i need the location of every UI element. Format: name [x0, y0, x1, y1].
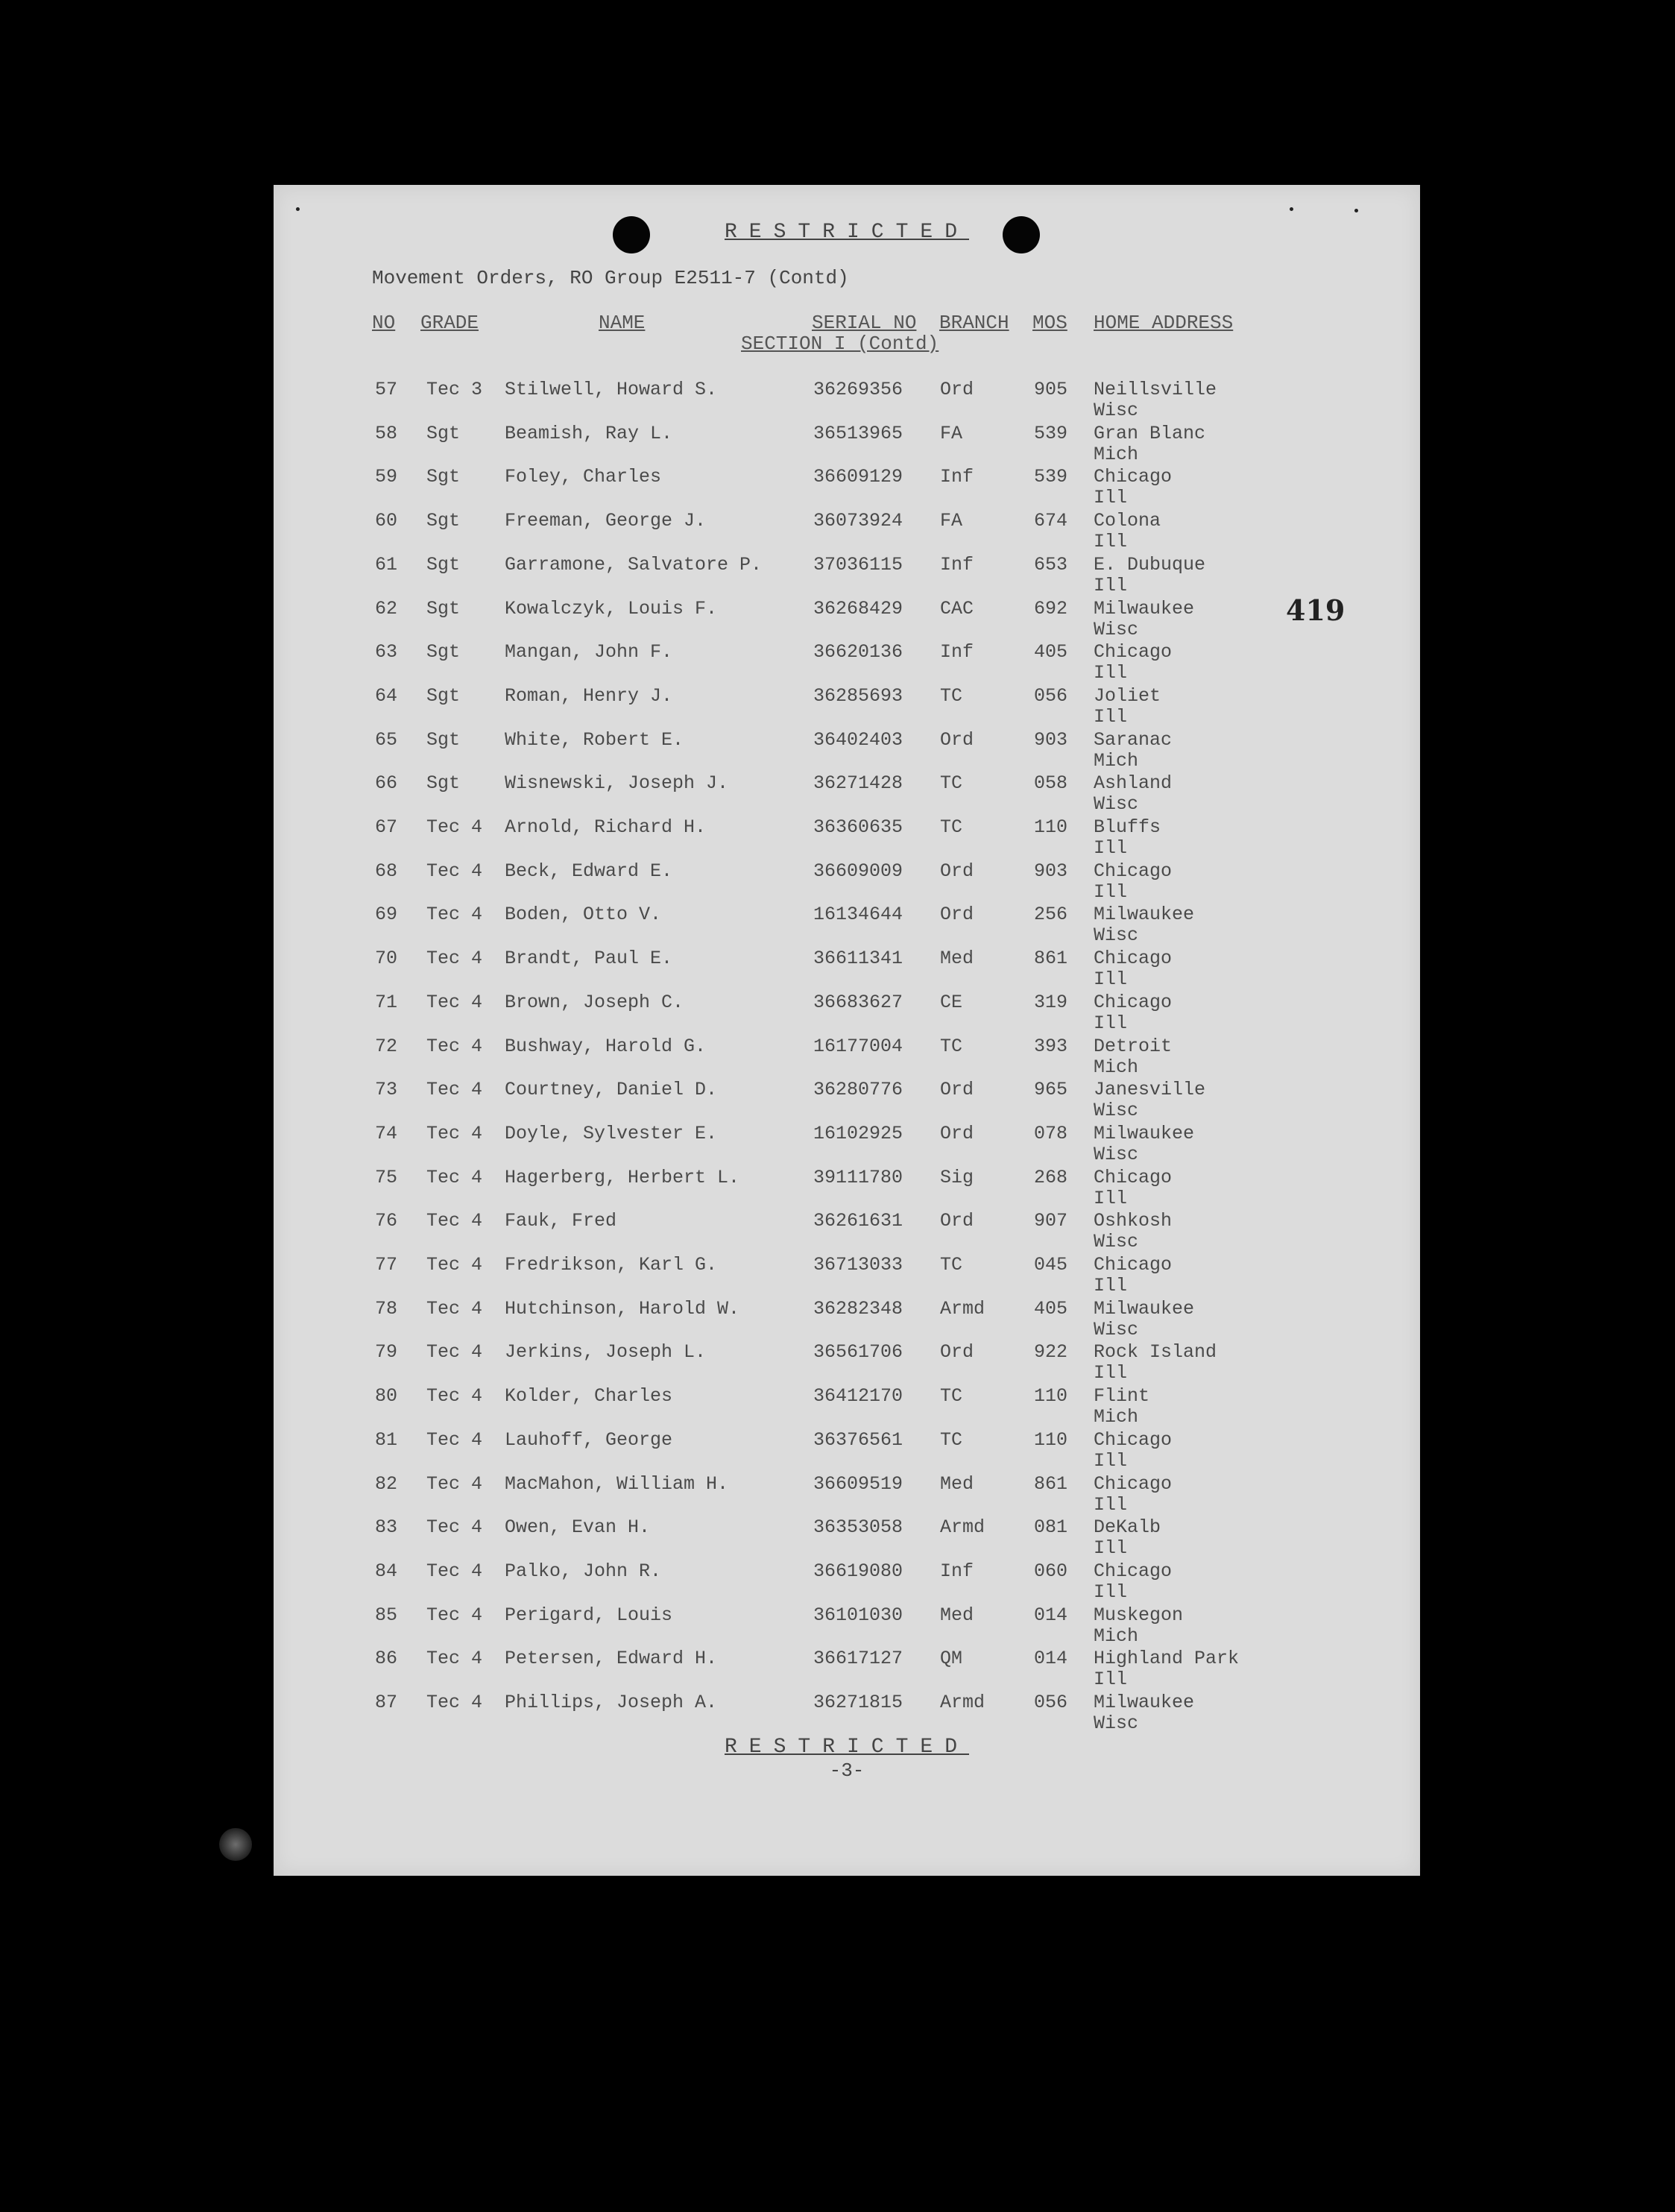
row-name: Roman, Henry J. [505, 684, 673, 707]
table-row [274, 1123, 1420, 1166]
row-name: White, Robert E. [505, 728, 684, 751]
row-home-city: Milwaukee [1094, 904, 1195, 926]
row-home-city: Chicago [1094, 948, 1173, 970]
table-row [274, 729, 1420, 772]
column-header-serial: SERIAL NO [812, 312, 917, 334]
row-branch: Ord [940, 1079, 974, 1101]
table-row [274, 904, 1420, 947]
row-home-state: Ill [1094, 968, 1128, 991]
row-home-state: Ill [1094, 1012, 1128, 1034]
row-number: 80 [375, 1385, 398, 1408]
row-branch: Med [940, 1604, 974, 1626]
row-mos: 861 [1034, 1472, 1068, 1495]
row-mos: 110 [1034, 1385, 1068, 1408]
row-grade: Tec 4 [426, 904, 483, 926]
classification-footer: RESTRICTED [724, 1736, 970, 1759]
row-number: 85 [375, 1604, 398, 1626]
row-mos: 692 [1034, 597, 1068, 620]
table-row [274, 1079, 1420, 1122]
row-home-state: Mich [1094, 1056, 1139, 1078]
row-serial-number: 36412170 [813, 1385, 903, 1408]
row-branch: FA [940, 422, 963, 444]
row-number: 74 [375, 1122, 398, 1144]
row-serial-number: 36268429 [813, 597, 903, 620]
row-home-city: Chicago [1094, 1560, 1173, 1582]
row-home-city: Highland Park [1094, 1648, 1240, 1670]
section-heading: SECTION I (Contd) [741, 333, 939, 355]
row-branch: CE [940, 991, 963, 1013]
row-mos: 078 [1034, 1122, 1068, 1144]
table-row [274, 948, 1420, 991]
table-row [274, 1254, 1420, 1297]
row-grade: Tec 4 [426, 1692, 483, 1713]
row-name: Jerkins, Joseph L. [505, 1341, 707, 1364]
row-grade: Sgt [426, 772, 461, 795]
row-serial-number: 39111780 [813, 1166, 903, 1188]
row-mos: 907 [1034, 1210, 1068, 1232]
row-serial-number: 36617127 [813, 1648, 903, 1670]
row-home-city: Muskegon [1094, 1604, 1184, 1626]
row-number: 78 [375, 1297, 398, 1320]
table-row [274, 1692, 1420, 1735]
row-serial-number: 36561706 [813, 1341, 903, 1364]
row-branch: FA [940, 510, 963, 532]
row-home-city: Janesville [1094, 1079, 1206, 1101]
row-name: Beamish, Ray L. [505, 422, 673, 444]
row-home-city: Chicago [1094, 1166, 1173, 1188]
row-branch: Armd [940, 1297, 985, 1320]
row-serial-number: 36353058 [813, 1516, 903, 1539]
row-serial-number: 36609129 [813, 466, 903, 488]
row-branch: CAC [940, 597, 974, 620]
row-name: Owen, Evan H. [505, 1516, 651, 1539]
row-name: Boden, Otto V. [505, 904, 662, 926]
row-name: Palko, John R. [505, 1560, 662, 1582]
column-header-mos: MOS [1032, 312, 1067, 334]
row-number: 64 [375, 684, 398, 707]
row-serial-number: 36609519 [813, 1472, 903, 1495]
row-mos: 319 [1034, 991, 1068, 1013]
row-grade: Tec 4 [426, 1297, 483, 1320]
row-name: Fauk, Fred [505, 1210, 617, 1232]
column-header-no: NO [372, 312, 396, 334]
row-serial-number: 36261631 [813, 1210, 903, 1232]
row-name: Beck, Edward E. [505, 860, 673, 882]
row-home-state: Wisc [1094, 400, 1139, 421]
row-name: Kolder, Charles [505, 1385, 673, 1408]
row-serial-number: 16134644 [813, 904, 903, 926]
row-home-city: Milwaukee [1094, 1122, 1195, 1144]
row-mos: 110 [1034, 1428, 1068, 1451]
row-grade: Tec 4 [426, 1604, 483, 1626]
row-number: 63 [375, 641, 398, 664]
table-row [274, 1385, 1420, 1428]
row-home-state: Wisc [1094, 1712, 1139, 1734]
table-row [274, 1516, 1420, 1560]
row-mos: 539 [1034, 422, 1068, 444]
row-home-city: E. Dubuque [1094, 553, 1206, 576]
row-home-state: Ill [1094, 880, 1128, 903]
row-home-city: Rock Island [1094, 1341, 1217, 1364]
row-grade: Tec 4 [426, 1122, 483, 1144]
row-branch: Ord [940, 728, 974, 751]
row-mos: 014 [1034, 1604, 1068, 1626]
row-name: Perigard, Louis [505, 1604, 673, 1626]
row-home-state: Ill [1094, 837, 1128, 859]
table-row [274, 1604, 1420, 1648]
row-mos: 056 [1034, 1692, 1068, 1713]
row-mos: 056 [1034, 684, 1068, 707]
stamped-page-number: 419 [1286, 593, 1346, 627]
row-grade: Sgt [426, 466, 461, 488]
row-branch: QM [940, 1648, 963, 1670]
row-serial-number: 36271815 [813, 1692, 903, 1713]
row-serial-number: 16177004 [813, 1035, 903, 1057]
row-home-state: Wisc [1094, 1318, 1139, 1340]
row-home-city: Bluffs [1094, 816, 1161, 838]
row-number: 81 [375, 1428, 398, 1451]
row-mos: 922 [1034, 1341, 1068, 1364]
row-branch: Ord [940, 1341, 974, 1364]
row-serial-number: 36609009 [813, 860, 903, 882]
row-home-state: Mich [1094, 749, 1139, 772]
row-grade: Sgt [426, 510, 461, 532]
row-name: Brown, Joseph C. [505, 991, 684, 1013]
row-name: Doyle, Sylvester E. [505, 1122, 718, 1144]
row-mos: 256 [1034, 904, 1068, 926]
row-mos: 045 [1034, 1254, 1068, 1276]
row-home-state: Ill [1094, 1449, 1128, 1472]
row-branch: TC [940, 1385, 963, 1408]
row-branch: Med [940, 948, 974, 970]
row-mos: 014 [1034, 1648, 1068, 1670]
row-grade: Tec 4 [426, 1516, 483, 1539]
row-name: Stilwell, Howard S. [505, 379, 718, 400]
row-grade: Tec 4 [426, 1648, 483, 1670]
row-name: Hagerberg, Herbert L. [505, 1166, 740, 1188]
row-serial-number: 36285693 [813, 684, 903, 707]
row-home-state: Ill [1094, 1537, 1128, 1560]
row-branch: Armd [940, 1516, 985, 1539]
table-row [274, 685, 1420, 728]
row-home-city: Chicago [1094, 1428, 1173, 1451]
row-branch: TC [940, 684, 963, 707]
row-serial-number: 36683627 [813, 991, 903, 1013]
row-serial-number: 36611341 [813, 948, 903, 970]
row-home-state: Wisc [1094, 1231, 1139, 1253]
row-number: 57 [375, 379, 398, 400]
row-name: Bushway, Harold G. [505, 1035, 707, 1057]
row-grade: Tec 4 [426, 1341, 483, 1364]
row-number: 86 [375, 1648, 398, 1670]
row-name: MacMahon, William H. [505, 1472, 729, 1495]
row-home-city: Saranac [1094, 728, 1173, 751]
row-grade: Tec 4 [426, 1079, 483, 1101]
table-row [274, 1560, 1420, 1604]
row-serial-number: 36280776 [813, 1079, 903, 1101]
row-serial-number: 36360635 [813, 816, 903, 838]
row-number: 82 [375, 1472, 398, 1495]
row-grade: Sgt [426, 597, 461, 620]
row-home-city: Milwaukee [1094, 597, 1195, 620]
page-number: -3- [829, 1759, 865, 1782]
column-header-name: NAME [599, 312, 646, 334]
row-serial-number: 36282348 [813, 1297, 903, 1320]
row-number: 66 [375, 772, 398, 795]
row-mos: 081 [1034, 1516, 1068, 1539]
row-mos: 903 [1034, 728, 1068, 751]
row-number: 59 [375, 466, 398, 488]
document-page [274, 185, 1420, 1876]
row-branch: TC [940, 1254, 963, 1276]
table-row [274, 1298, 1420, 1341]
row-number: 61 [375, 553, 398, 576]
row-home-state: Wisc [1094, 1143, 1139, 1165]
row-home-state: Ill [1094, 574, 1128, 596]
row-number: 60 [375, 510, 398, 532]
row-name: Hutchinson, Harold W. [505, 1297, 740, 1320]
row-name: Courtney, Daniel D. [505, 1079, 718, 1101]
row-mos: 653 [1034, 553, 1068, 576]
row-home-city: Milwaukee [1094, 1692, 1195, 1713]
row-grade: Tec 4 [426, 1385, 483, 1408]
row-branch: Inf [940, 553, 974, 576]
row-grade: Tec 4 [426, 948, 483, 970]
row-branch: Inf [940, 641, 974, 664]
row-home-state: Ill [1094, 1362, 1128, 1384]
row-number: 68 [375, 860, 398, 882]
row-mos: 965 [1034, 1079, 1068, 1101]
row-number: 87 [375, 1692, 398, 1713]
row-name: Wisnewski, Joseph J. [505, 772, 729, 795]
row-serial-number: 16102925 [813, 1122, 903, 1144]
row-home-city: Ashland [1094, 772, 1173, 795]
row-number: 77 [375, 1254, 398, 1276]
table-row [274, 816, 1420, 860]
roster-table [274, 185, 1420, 1876]
row-grade: Tec 4 [426, 816, 483, 838]
row-mos: 393 [1034, 1035, 1068, 1057]
row-home-state: Ill [1094, 1669, 1128, 1691]
row-home-state: Ill [1094, 1187, 1128, 1209]
row-grade: Tec 4 [426, 1472, 483, 1495]
row-grade: Tec 4 [426, 1428, 483, 1451]
row-mos: 405 [1034, 1297, 1068, 1320]
row-branch: Ord [940, 904, 974, 926]
row-number: 71 [375, 991, 398, 1013]
row-name: Kowalczyk, Louis F. [505, 597, 718, 620]
table-row [274, 772, 1420, 816]
row-number: 79 [375, 1341, 398, 1364]
table-row [274, 1473, 1420, 1516]
row-name: Freeman, George J. [505, 510, 707, 532]
row-grade: Sgt [426, 553, 461, 576]
row-grade: Sgt [426, 684, 461, 707]
row-home-city: Neillsville [1094, 379, 1217, 400]
row-branch: Ord [940, 860, 974, 882]
table-row [274, 1648, 1420, 1691]
row-name: Foley, Charles [505, 466, 662, 488]
row-mos: 405 [1034, 641, 1068, 664]
row-home-state: Ill [1094, 531, 1128, 553]
row-grade: Sgt [426, 641, 461, 664]
row-home-state: Ill [1094, 1581, 1128, 1603]
row-grade: Tec 4 [426, 1210, 483, 1232]
row-home-state: Wisc [1094, 1100, 1139, 1122]
row-number: 76 [375, 1210, 398, 1232]
row-mos: 903 [1034, 860, 1068, 882]
row-home-state: Wisc [1094, 618, 1139, 640]
row-grade: Tec 4 [426, 991, 483, 1013]
row-grade: Tec 3 [426, 379, 483, 400]
row-home-city: Chicago [1094, 991, 1173, 1013]
row-branch: Inf [940, 466, 974, 488]
row-home-state: Mich [1094, 443, 1139, 465]
row-grade: Tec 4 [426, 1254, 483, 1276]
row-branch: Ord [940, 379, 974, 400]
row-number: 67 [375, 816, 398, 838]
row-home-city: Chicago [1094, 1254, 1173, 1276]
row-home-city: Chicago [1094, 1472, 1173, 1495]
row-serial-number: 36402403 [813, 728, 903, 751]
row-home-city: Joliet [1094, 684, 1161, 707]
table-row [274, 466, 1420, 509]
table-row [274, 1036, 1420, 1079]
row-name: Brandt, Paul E. [505, 948, 673, 970]
row-number: 62 [375, 597, 398, 620]
row-serial-number: 36269356 [813, 379, 903, 400]
row-grade: Tec 4 [426, 1560, 483, 1582]
row-home-state: Ill [1094, 487, 1128, 509]
row-branch: Ord [940, 1210, 974, 1232]
column-header-address: HOME ADDRESS [1094, 312, 1234, 334]
row-serial-number: 36619080 [813, 1560, 903, 1582]
row-home-city: Oshkosh [1094, 1210, 1173, 1232]
row-mos: 110 [1034, 816, 1068, 838]
row-home-state: Mich [1094, 1406, 1139, 1428]
row-number: 58 [375, 422, 398, 444]
row-name: Lauhoff, George [505, 1428, 673, 1451]
row-home-city: Milwaukee [1094, 1297, 1195, 1320]
row-home-city: Chicago [1094, 466, 1173, 488]
row-home-state: Wisc [1094, 924, 1139, 947]
row-home-city: Chicago [1094, 641, 1173, 664]
row-mos: 060 [1034, 1560, 1068, 1582]
row-name: Mangan, John F. [505, 641, 673, 664]
row-branch: Ord [940, 1122, 974, 1144]
row-mos: 268 [1034, 1166, 1068, 1188]
row-branch: TC [940, 816, 963, 838]
column-header-branch: BRANCH [939, 312, 1009, 334]
row-home-state: Ill [1094, 662, 1128, 684]
table-row [274, 554, 1420, 597]
row-branch: Inf [940, 1560, 974, 1582]
table-row [274, 992, 1420, 1035]
row-serial-number: 36513965 [813, 422, 903, 444]
row-home-city: DeKalb [1094, 1516, 1161, 1539]
row-number: 69 [375, 904, 398, 926]
table-row [274, 598, 1420, 641]
scan-artifact [219, 1828, 252, 1861]
row-mos: 058 [1034, 772, 1068, 795]
row-serial-number: 36376561 [813, 1428, 903, 1451]
row-grade: Tec 4 [426, 1166, 483, 1188]
row-branch: Armd [940, 1692, 985, 1713]
row-number: 73 [375, 1079, 398, 1101]
table-row [274, 641, 1420, 684]
classification-header: RESTRICTED [724, 221, 970, 244]
row-grade: Sgt [426, 422, 461, 444]
row-branch: TC [940, 1035, 963, 1057]
row-home-city: Gran Blanc [1094, 422, 1206, 444]
row-mos: 539 [1034, 466, 1068, 488]
column-header-grade: GRADE [420, 312, 479, 334]
row-name: Garramone, Salvatore P. [505, 553, 763, 576]
row-home-state: Wisc [1094, 793, 1139, 816]
row-home-state: Ill [1094, 1275, 1128, 1296]
row-number: 65 [375, 728, 398, 751]
row-grade: Sgt [426, 728, 461, 751]
row-home-city: Colona [1094, 510, 1161, 532]
row-home-state: Ill [1094, 705, 1128, 728]
row-home-state: Mich [1094, 1625, 1139, 1647]
row-name: Fredrikson, Karl G. [505, 1254, 718, 1276]
row-serial-number: 36713033 [813, 1254, 903, 1276]
row-number: 83 [375, 1516, 398, 1539]
row-number: 84 [375, 1560, 398, 1582]
row-mos: 905 [1034, 379, 1068, 400]
row-home-city: Flint [1094, 1385, 1150, 1408]
table-row [274, 510, 1420, 553]
table-row [274, 423, 1420, 466]
row-branch: Med [940, 1472, 974, 1495]
table-row [274, 1167, 1420, 1210]
row-branch: Sig [940, 1166, 974, 1188]
row-grade: Tec 4 [426, 1035, 483, 1057]
document-title: Movement Orders, RO Group E2511-7 (Contd) [372, 267, 849, 289]
row-number: 72 [375, 1035, 398, 1057]
table-row [274, 379, 1420, 422]
row-mos: 861 [1034, 948, 1068, 970]
row-number: 70 [375, 948, 398, 970]
row-home-state: Ill [1094, 1493, 1128, 1516]
row-branch: TC [940, 1428, 963, 1451]
row-name: Petersen, Edward H. [505, 1648, 718, 1670]
row-grade: Tec 4 [426, 860, 483, 882]
row-serial-number: 37036115 [813, 553, 903, 576]
row-mos: 674 [1034, 510, 1068, 532]
row-home-city: Chicago [1094, 860, 1173, 882]
row-branch: TC [940, 772, 963, 795]
row-home-city: Detroit [1094, 1035, 1173, 1057]
row-serial-number: 36271428 [813, 772, 903, 795]
table-row [274, 860, 1420, 904]
table-row [274, 1341, 1420, 1384]
row-serial-number: 36073924 [813, 510, 903, 532]
row-name: Arnold, Richard H. [505, 816, 707, 838]
row-serial-number: 36101030 [813, 1604, 903, 1626]
row-number: 75 [375, 1166, 398, 1188]
row-name: Phillips, Joseph A. [505, 1692, 718, 1713]
table-row [274, 1429, 1420, 1472]
row-serial-number: 36620136 [813, 641, 903, 664]
table-row [274, 1210, 1420, 1253]
